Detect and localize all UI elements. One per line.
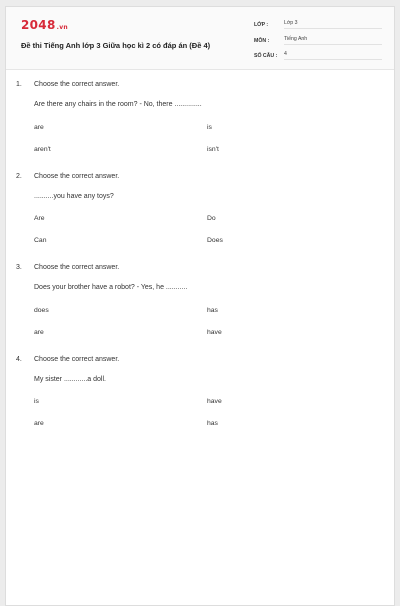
meta-value: 4 — [284, 51, 382, 60]
meta-question-count — [254, 51, 382, 60]
meta-label: MÔN : — [254, 37, 270, 44]
answer-option[interactable]: are — [34, 329, 44, 336]
answer-option[interactable]: have — [207, 329, 222, 336]
meta-subject — [254, 36, 382, 45]
question-number: 4. — [16, 356, 22, 363]
meta-label: SỐ CÂU : — [254, 52, 278, 59]
answer-option[interactable]: Do — [207, 215, 216, 222]
answer-option[interactable]: are — [34, 420, 44, 427]
answer-option[interactable]: has — [207, 420, 218, 427]
document-title: Đề thi Tiếng Anh lớp 3 Giữa học kì 2 có đáp án (Đề 4) — [21, 41, 211, 50]
meta-value: Tiếng Anh — [284, 36, 382, 45]
meta-label: LỚP : — [254, 21, 269, 28]
logo-suffix: .vn — [56, 24, 68, 31]
answer-option[interactable]: is — [207, 124, 212, 131]
question-stem: My sister ............a doll. — [34, 376, 106, 383]
answer-option[interactable]: Can — [34, 237, 47, 244]
question-number: 3. — [16, 264, 22, 271]
answer-option[interactable]: Does — [207, 237, 223, 244]
question-instruction: Choose the correct answer. — [34, 81, 120, 88]
answer-option[interactable]: has — [207, 307, 218, 314]
answer-option[interactable]: does — [34, 307, 49, 314]
site-logo[interactable] — [21, 18, 68, 32]
answer-option[interactable]: isn't — [207, 146, 219, 153]
answer-option[interactable]: is — [34, 398, 39, 405]
question-instruction: Choose the correct answer. — [34, 356, 120, 363]
question-instruction: Choose the correct answer. — [34, 264, 120, 271]
document-header — [6, 7, 394, 70]
question-stem: Are there any chairs in the room? - No, there .............. — [34, 101, 202, 108]
answer-option[interactable]: have — [207, 398, 222, 405]
answer-option[interactable]: are — [34, 124, 44, 131]
question-number: 1. — [16, 81, 22, 88]
answer-option[interactable]: aren't — [34, 146, 51, 153]
meta-value: Lớp 3 — [284, 20, 382, 29]
question-stem: Does your brother have a robot? - Yes, he ........... — [34, 284, 188, 291]
question-stem: ..........you have any toys? — [34, 193, 114, 200]
answer-option[interactable]: Are — [34, 215, 45, 222]
question-instruction: Choose the correct answer. — [34, 173, 120, 180]
meta-class — [254, 20, 382, 29]
question-number: 2. — [16, 173, 22, 180]
document-page — [5, 6, 395, 606]
logo-text: 2048 — [21, 18, 56, 32]
